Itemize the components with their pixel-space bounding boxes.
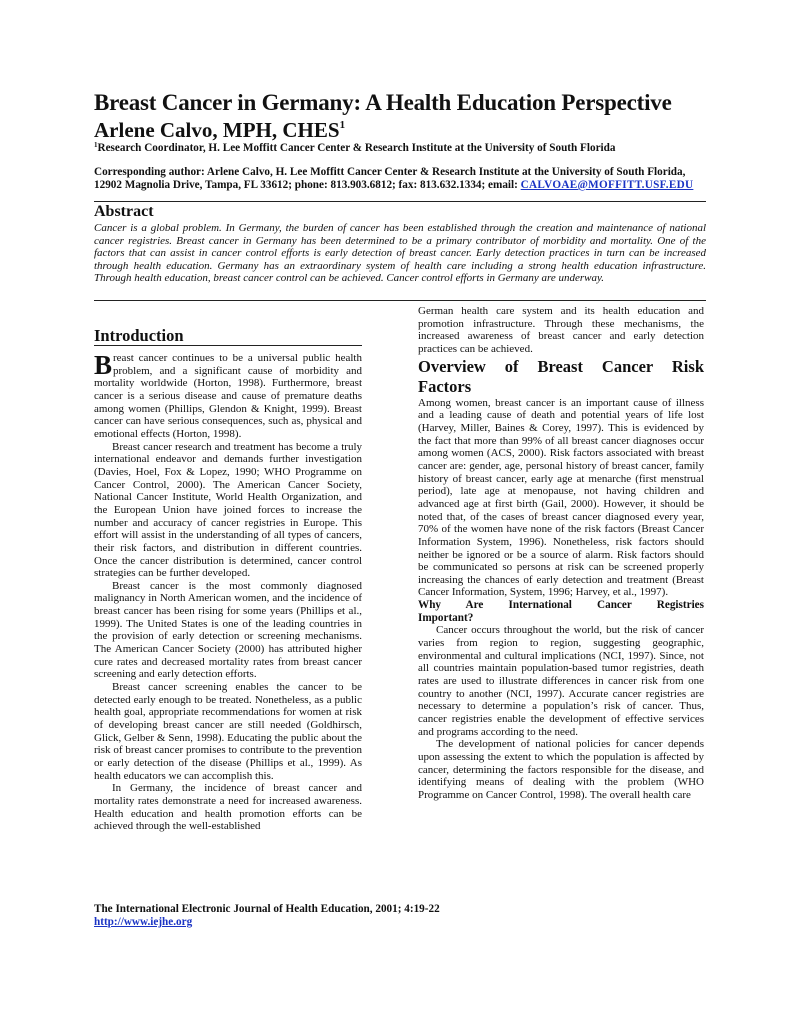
affiliation-text: Research Coordinator, H. Lee Moffitt Cancer Center & Research Institute at the University of South Florida	[97, 142, 616, 154]
intro-paragraph-2: Breast cancer research and treatment has become a truly international endeavor and demands further investigation (Davies, Hoel, Fox & Lopez, 1990; WHO Programme on Cancer Control, 2000). The American Cancer Society, National Cancer Institute, World Health Organization, and the European Union have joined forces to increase the number and accuracy of cancer registries in Europe. This effort will assist in the understanding of all types of cancers, their risk factors, and distribution in different countries. Once the cancer distribution is determined, cancer control strategies can be further developed.	[94, 440, 362, 580]
author-name: Arlene Calvo, MPH, CHES	[94, 118, 340, 142]
registries-paragraph-1: Cancer occurs throughout the world, but the risk of cancer varies from region to region, suggesting geographic, environmental and cultural implications (NCI, 1997). Since, not all countries maintain population-based tumor registries, death rates are used to illustrate differences in cancer risk from one country to another (NCI, 1997). Accurate cancer registries are necessary to determine a population’s risk of cancer. Thus, cancer registries enable the development of effective services and programs according to the need.	[418, 624, 704, 738]
corresponding-author	[94, 166, 706, 192]
author-line	[94, 114, 734, 141]
paper-title: Breast Cancer in Germany: A Health Education Perspective	[94, 90, 672, 115]
registries-paragraph-2: The development of national policies for cancer depends upon assessing the extent to which the population is affected by cancer, determining the factors responsible for the disease, and identifying means of dealing with the problem (WHO Programme on Cancer Control, 1998). The overall health care	[418, 738, 704, 801]
journal-url-link[interactable]: http://www.iejhe.org	[94, 916, 193, 928]
affiliation-superscript: 1	[94, 141, 98, 149]
journal-footer	[94, 903, 706, 929]
journal-citation: The International Electronic Journal of Health Education, 2001; 4:19-22	[94, 903, 440, 915]
overview-heading-line-1: Overview of Breast Cancer Risk	[418, 356, 704, 376]
abstract-top-rule	[94, 201, 706, 202]
intro-paragraph-1	[94, 352, 362, 441]
abstract-heading: Abstract	[94, 203, 154, 220]
author-superscript: 1	[339, 119, 346, 131]
abstract-bottom-rule	[94, 300, 706, 301]
registries-heading-line-2: Important?	[418, 611, 474, 624]
abstract-text: Cancer is a global problem. In Germany, the burden of cancer has been established through the creation and maintenance of national cancer registries. Breast cancer in Germany has been determined to be a primary contributor of morbidity and mortality. One of the factors that can assist in cancer control efforts is early detection of breast cancer. Early detection practices in turn can be increased through health education. Germany has an extraordinary system of health care including a strong health education infrastructure. Through health education, breast cancer control can be achieved. Cancer control efforts in Germany are underway.	[94, 222, 706, 284]
intro-paragraph-4: Breast cancer screening enables the cancer to be detected early enough to be treated. Nonetheless, as a public health goal, appropriate recommendations for women at risk of developing breast cancer are still needed (Goldhirsch, Glick, Gelber & Senn, 1998). Educating the public about the risk of breast cancer promises to contribute to the prevention or early detection of the disease (Phillips et al., 1999). As health educators we can accomplish this.	[94, 681, 362, 782]
email-link[interactable]: CALVOAE@MOFFITT.USF.EDU	[520, 179, 694, 191]
right-column	[418, 305, 704, 802]
intro-paragraph-5: In Germany, the incidence of breast cancer and mortality rates demonstrate a need for increased awareness. Health education and health promotion efforts can be achieved through the well-established	[94, 782, 362, 833]
drop-cap: B	[94, 350, 113, 380]
overview-heading-line-2: Factors	[418, 376, 472, 396]
intro-paragraph-1-text: reast cancer continues to be a universal public health problem, and a significant cause of morbidity and mortality worldwide (Horton, 1998). Furthermore, breast cancer is a serious disease and cause of premature deaths among women (Phillips, Glendon & Knight, 1999). Breast cancer can have serious consequences, such as, physical and emotional effects (Horton, 1998).	[94, 352, 362, 440]
affiliation	[94, 139, 706, 155]
corresponding-text: Corresponding author: Arlene Calvo, H. Lee Moffitt Cancer Center & Research Institute at the University of South Florida, 12902 Magnolia Drive, Tampa, FL 33612; phone: 813.903.6812; fax: 813.632.1334; email:	[94, 166, 686, 191]
introduction-heading: Introduction	[94, 327, 362, 346]
intro-paragraph-3: Breast cancer is the most commonly diagnosed malignancy in North American women, and the incidence of breast cancer has been rising for some years (Phillips et al., 1999). The United States is one of the leading countries in the provision of early detection or screening mechanisms. The American Cancer Society (2000) has attributed higher cure rates and decreased mortality rates from breast cancer screening and early detection efforts.	[94, 579, 362, 681]
left-column	[94, 327, 362, 833]
continued-paragraph: German health care system and its health education and promotion infrastructure. Through these mechanisms, the increased awareness of breast cancer and early detection practices can be achieved.	[418, 305, 704, 355]
registries-heading-line-1: Why Are International Cancer Registries	[418, 599, 704, 612]
overview-paragraph: Among women, breast cancer is an important cause of illness and a leading cause of death and potential years of life lost (Harvey, Miller, Baines & Corey, 1997). This is evidenced by the fact that more than 99% of all breast cancer diagnoses occur among women (ACS, 2000). Risk factors associated with breast cancer are: gender, age, personal history of breast cancer, family history of breast cancer, early age at menarche (first menstrual period), late age at menopause, not having children and advanced age at first birth (Gail, 2000). However, it should be noted that, of the cases of breast cancer diagnosed every year, 70% of the women have none of the risk factors (Breast Cancer Information System, 1996). Nonetheless, risk factors should neither be ignored or be a source of alarm. Risk factors should be communicated so persons at risk can be screened properly increasing the chances of early detection and treatment (Breast Cancer Information, System, 1996; Harvey, et al., 1997).	[418, 396, 704, 599]
